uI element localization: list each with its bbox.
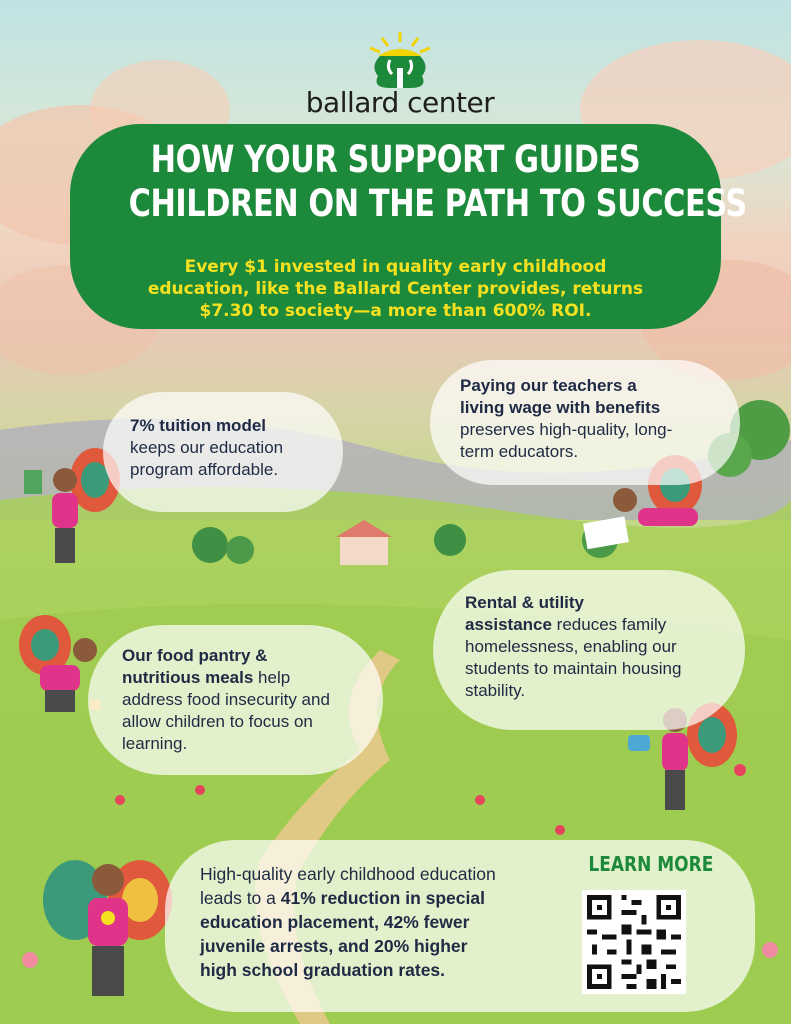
tuition-line-1: keeps our education bbox=[130, 438, 284, 457]
outcomes-line-2-bold: 41% reduction in special bbox=[280, 888, 485, 908]
food-bold-2: nutritious meals bbox=[122, 668, 254, 687]
teachers-callout bbox=[460, 375, 740, 463]
food-line-5: learning. bbox=[122, 734, 188, 753]
outcomes-line-4: juvenile arrests, and 20% higher bbox=[200, 936, 468, 956]
tuition-bold: 7% tuition model bbox=[130, 416, 266, 435]
qr-code-icon bbox=[582, 890, 686, 994]
outcomes-line-3: education placement, 42% fewer bbox=[200, 912, 470, 932]
teachers-bold-2: living wage with benefits bbox=[460, 398, 661, 417]
logo-wordmark: ballard center bbox=[305, 86, 495, 119]
food-line-2: help bbox=[253, 668, 291, 687]
teachers-line-1: preserves high-quality, long- bbox=[460, 420, 673, 439]
rental-line-3: homelessness, enabling our bbox=[465, 637, 677, 656]
page-title bbox=[128, 138, 747, 226]
teachers-line-2: term educators. bbox=[460, 442, 579, 461]
subhead-line-3: $7.30 to society—a more than 600% ROI. bbox=[199, 301, 592, 321]
teachers-bold-1: Paying our teachers a bbox=[460, 376, 637, 395]
food-bold-1: Our food pantry & bbox=[122, 646, 268, 665]
outcomes-line-1: High-quality early childhood education bbox=[200, 864, 496, 884]
outcomes-callout bbox=[200, 862, 570, 982]
outcomes-line-5: high school graduation rates. bbox=[200, 960, 446, 980]
rental-line-4: students to maintain housing bbox=[465, 659, 682, 678]
rental-bold-1: Rental & utility bbox=[465, 593, 585, 612]
ballard-center-logo bbox=[300, 30, 500, 120]
rental-line-5: stability. bbox=[465, 681, 526, 700]
qr-code[interactable] bbox=[582, 890, 686, 994]
headline-banner bbox=[70, 124, 747, 329]
food-line-4: allow children to focus on bbox=[122, 712, 313, 731]
tuition-callout bbox=[130, 415, 340, 481]
subhead-line-1: Every $1 invested in quality early childhood bbox=[184, 257, 607, 277]
sun-tree-logo-icon bbox=[300, 30, 500, 90]
outcomes-line-2-plain: leads to a bbox=[200, 888, 281, 908]
food-callout bbox=[122, 645, 382, 755]
rental-bold-2: assistance bbox=[465, 615, 552, 634]
rental-line-2: reduces family bbox=[551, 615, 667, 634]
subhead-line-2: education, like the Ballard Center provides, returns bbox=[147, 279, 644, 299]
roi-subheadline bbox=[120, 256, 671, 322]
food-line-3: address food insecurity and bbox=[122, 690, 330, 709]
rental-callout bbox=[465, 592, 735, 702]
tuition-line-2: program affordable. bbox=[130, 460, 279, 479]
headline-line-2: CHILDREN ON THE PATH TO SUCCESS bbox=[128, 182, 747, 225]
headline-line-1: HOW YOUR SUPPORT GUIDES bbox=[150, 138, 641, 181]
learn-more-label: LEARN MORE bbox=[588, 852, 714, 876]
